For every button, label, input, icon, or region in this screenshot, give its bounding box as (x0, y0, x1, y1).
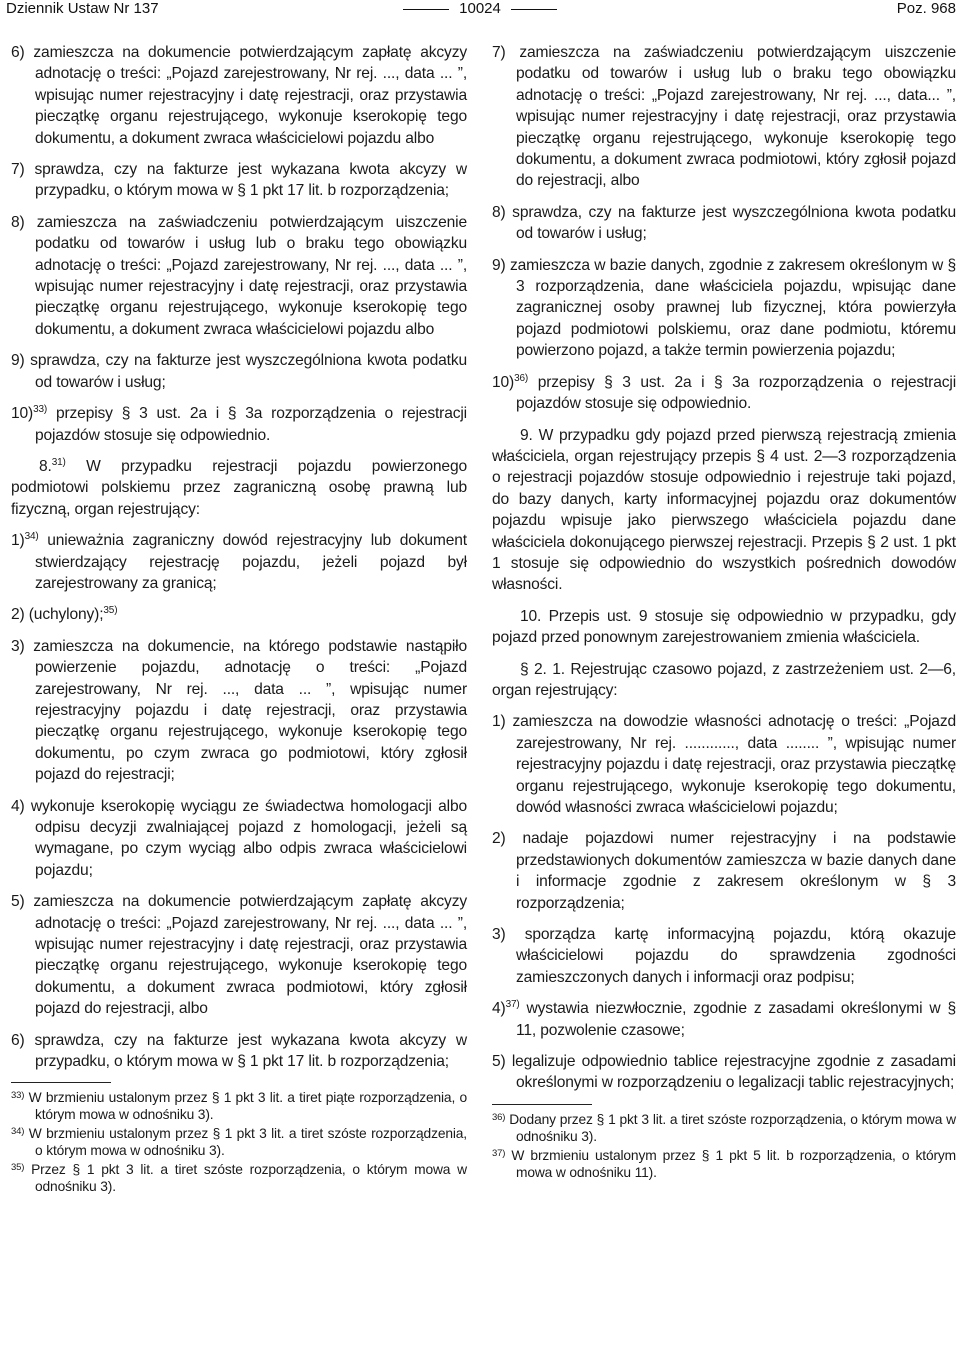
list-item (11, 350, 467, 393)
list-item (11, 636, 467, 786)
item-number: 8) (11, 213, 25, 231)
item-number: 9) (11, 352, 25, 370)
item-number: 5) (492, 1053, 506, 1071)
item-number: 2) (11, 606, 25, 624)
item-number: 4) (492, 1000, 506, 1018)
item-text: zamieszcza w bazie danych, zgodnie z zakresem określonym w § 3 rozporządzenia, dane właściciela pojazdu, wpisując dane zagranicznej osoby prawnej lub fizycznej, która powierzyła pojazd podmiotowi polskiemu, oraz dane podmiotu, któremu powierzono pojazd, a także termin powierzenia pojazdu; (509, 256, 957, 360)
footnote-text: W brzmieniu ustalonym przez § 1 pkt 3 lit. a tiret szóste rozporządzenia, o którym mowa w odnośniku 3). (28, 1126, 467, 1159)
item-text: wykonuje kserokopię wyciągu ze świadectwa homologacji albo odpisu decyzji zwalniającej pojazd z homologacji, jeżeli są wymagane, po czym wyciąg albo odpis zwraca właścicielowi pojazdu; (30, 797, 467, 879)
list-item (492, 42, 956, 192)
item-number: 8) (492, 203, 506, 221)
list-item (11, 42, 467, 149)
item-number: 1) (11, 532, 25, 550)
item-number: 2) (492, 830, 506, 848)
item-number: 10) (492, 373, 515, 391)
paragraph (492, 606, 956, 649)
list-item (492, 924, 956, 988)
list-item (492, 202, 956, 245)
item-number: 3) (492, 926, 506, 944)
footnote-rule (492, 1104, 592, 1105)
page-number: 10024 (459, 0, 501, 17)
footnote-number: 36) (492, 1111, 506, 1123)
item-text: zamieszcza na dokumencie, na którego podstawie nastąpiło powierzenie pojazdu, adnotację o treści: „Pojazd zarejestrowany, Nr rej. ..., data ... ”, wpisując numer rejestracyjny pojazdu i datę rejestracji, oraz przystawia pieczątkę organu rejestrującego, wykonuje kserokopię tego dokumentu, po czym zwraca go podmiotowi, który zgłosił pojazd do rejestracji; (33, 637, 467, 784)
footnote-ref: 34) (24, 531, 39, 543)
item-text: sprawdza, czy na fakturze jest wykazana kwota akcyzy w przypadku, o którym mowa w § 1 pkt 17 lit. b rozporządzenia; (34, 1031, 467, 1071)
item-number: 6) (11, 1031, 25, 1049)
dash-right (511, 9, 557, 10)
item-text: (uchylony); (28, 606, 104, 624)
footnote-text: W brzmieniu ustalonym przez § 1 pkt 3 lit. a tiret piąte rozporządzenia, o którym mowa w odnośniku 3). (28, 1090, 467, 1123)
list-item (11, 403, 467, 446)
item-number: 4) (11, 797, 25, 815)
footnote (492, 1111, 956, 1145)
list-item (492, 1051, 956, 1094)
footnote-ref: 35) (103, 605, 118, 617)
left-column (11, 42, 467, 1197)
footnote (11, 1089, 467, 1123)
item-number: 8. (39, 457, 52, 475)
footnote-ref: 33) (33, 404, 48, 416)
item-number: 9) (492, 256, 506, 274)
page-header (0, 0, 960, 20)
item-text: sprawdza, czy na fakturze jest wyszczególniona kwota podatku od towarów i usług; (30, 352, 467, 391)
item-text: Rejestrując czasowo pojazd, z zastrzeżeniem ust. 2—6, organ rejestrujący: (492, 660, 956, 699)
item-text: zamieszcza na dokumencie potwierdzającym zapłatę akcyzy adnotację o treści: „Pojazd zarejestrowany, Nr rej. ..., data ... ”, wpisując numer rejestracyjny i datę rejestracji, oraz przystawia pieczątkę organu rejestrującego, wykonuje kserokopię tego dokumentu, a dokument zwraca właścicielowi pojazdu albo (33, 44, 467, 147)
item-text: W przypadku rejestracji pojazdu powierzonego podmiotowi polskiemu przez zagraniczną osobę prawną lub fizyczną, organ rejestrujący: (11, 457, 467, 518)
item-text: sporządza kartę informacyjną pojazdu, którą okazuje właścicielowi pojazdu do sprawdzenia zgodności zamieszczonych danych i informacji oraz podpisu; (516, 926, 956, 986)
footnote-text: Dodany przez § 1 pkt 3 lit. a tiret szóste rozporządzenia, o którym mowa w odnośniku 3). (509, 1111, 956, 1144)
journal-title: Dziennik Ustaw Nr 137 (6, 0, 159, 17)
item-text: sprawdza, czy na fakturze jest wyszczególniona kwota podatku od towarów i usług; (512, 203, 956, 243)
list-item (11, 530, 467, 594)
paragraph (11, 456, 467, 520)
list-item (11, 796, 467, 882)
footnote-rule (11, 1082, 111, 1083)
item-number: 10. (520, 607, 542, 625)
list-item (492, 255, 956, 362)
item-text: przepisy § 3 ust. 2a i § 3a rozporządzenia o rejestracji pojazdów stosuje się odpowiednio. (35, 405, 467, 444)
list-item (492, 372, 956, 415)
footnote-number: 33) (11, 1090, 25, 1102)
footnote-text: Przez § 1 pkt 3 lit. a tiret szóste rozporządzenia, o którym mowa w odnośniku 3). (31, 1162, 467, 1195)
list-item (11, 604, 467, 625)
footnote-ref: 37) (505, 999, 520, 1011)
item-text: sprawdza, czy na fakturze jest wykazana kwota akcyzy w przypadku, o którym mowa w § 1 pkt 17 lit. b rozporządzenia; (34, 161, 467, 200)
list-item (492, 828, 956, 914)
position-number: Poz. 968 (896, 0, 956, 17)
item-text: W przypadku gdy pojazd przed pierwszą rejestracją zmienia właściciela, organ rejestrujący przepis § 4 ust. 2—3 rozporządzenia o rejestracji pojazdów stosuje odpowiednio i rejestruje taki pojazd, do bazy danych, karty informacyjnej pojazdu oraz dokumentów pojazdu wpisuje jako pierwszego właściciela pojazdu dane właściciela dokonującego pierwszej rejestracji. Przepis § 2 ust. 1 pkt 1 stosuje się odpowiednio do wszystkich pośrednich dowodów własności. (492, 426, 956, 594)
item-number: 10) (11, 405, 34, 423)
item-number: 6) (11, 44, 25, 61)
footnote-number: 34) (11, 1126, 25, 1138)
paragraph (492, 425, 956, 596)
footnote (11, 1125, 467, 1159)
list-item (11, 891, 467, 1019)
item-text: przepisy § 3 ust. 2a i § 3a rozporządzenia o rejestracji pojazdów stosuje się odpowiednio. (516, 373, 957, 413)
right-column (492, 42, 956, 1183)
item-text: zamieszcza na dokumencie potwierdzającym zapłatę akcyzy adnotację o treści: „Pojazd zarejestrowany, Nr rej. ..., data ... ”, wpisując numer rejestracyjny i datę rejestracji, oraz przystawia pieczątkę organu rejestrującego, wykonuje kserokopię tego dokumentu, a dokument zwraca podmiotowi, który zgłosił pojazd do rejestracji, albo (33, 893, 467, 1018)
footnote (492, 1147, 956, 1181)
item-number: 7) (492, 44, 506, 61)
list-item (11, 159, 467, 202)
item-text: nadaje pojazdowi numer rejestracyjny i na podstawie przedstawionych dokumentów zamieszcza w bazie danych dane i informacje zgodnie z zakresem określonym w § 3 rozporządzenia; (516, 830, 956, 912)
list-item (492, 711, 956, 818)
list-item (11, 1030, 467, 1073)
item-number: 5) (11, 893, 25, 911)
footnote-ref: 31) (51, 456, 66, 468)
paragraph (492, 659, 956, 702)
item-number: 3) (11, 637, 25, 655)
item-text: zamieszcza na zaświadczeniu potwierdzającym uiszczenie podatku od towarów i usług lub o braku tego obowiązku adnotację o treści: „Pojazd zarejestrowany, Nr rej. ..., data... ”, wpisując numer rejestracyjny i datę rejestracji, oraz przystawia pieczątkę organu rejestrującego, wykonuje kserokopię tego dokumentu, a dokument zwraca podmiotowi, który zgłosił pojazd do rejestracji, albo (516, 44, 956, 190)
dash-left (403, 9, 449, 10)
list-item (11, 212, 467, 340)
footnote (11, 1161, 467, 1195)
item-text: zamieszcza na dowodzie własności adnotację o treści: „Pojazd zarejestrowany, Nr rej. ............, data ........ ”, wpisując numer rejestracyjny pojazdu i datę rejestracji, oraz przystawia pieczątkę organu rejestrującego, wykonuje kserokopię tego dokumentu, dowód własności zwraca właścicielowi pojazdu; (512, 713, 957, 816)
item-text: legalizuje odpowiednio tablice rejestracyjne zgodnie z zasadami określonymi w rozporządzeniu o legalizacji tablic rejestracyjnych; (511, 1053, 956, 1092)
list-item (492, 998, 956, 1041)
item-number: 9. (520, 426, 533, 444)
item-text: wystawia niezwłocznie, zgodnie z zasadami określonymi w § 11, pozwolenie czasowe; (516, 1000, 956, 1039)
item-number: § 2. 1. (520, 660, 565, 678)
item-text: Przepis ust. 9 stosuje się odpowiednio w przypadku, gdy pojazd przed ponownym zarejestrowaniem zmienia właściciela. (492, 607, 957, 647)
page-number-wrap (0, 0, 960, 17)
item-number: 7) (11, 161, 25, 179)
item-text: unieważnia zagraniczny dowód rejestracyjny lub dokument stwierdzający rejestrację pojazdu, jeżeli pojazd był zarejestrowany za granicą; (35, 532, 467, 592)
footnote-text: W brzmieniu ustalonym przez § 1 pkt 5 lit. b rozporządzenia, o którym mowa w odnośniku 11). (511, 1147, 956, 1180)
footnote-number: 37) (492, 1147, 506, 1159)
item-text: zamieszcza na zaświadczeniu potwierdzającym uiszczenie podatku od towarów i usług lub o braku tego obowiązku adnotację o treści: „Pojazd zarejestrowany, Nr rej. ..., data ... ”, wpisując numer rejestracyjny i datę rejestracji, oraz przystawia pieczątkę organu rejestrującego, wykonuje kserokopię tego dokumentu, a dokument zwraca właścicielowi pojazdu albo (35, 213, 467, 338)
item-number: 1) (492, 713, 506, 731)
footnote-ref: 36) (514, 372, 529, 384)
footnote-number: 35) (11, 1162, 25, 1174)
